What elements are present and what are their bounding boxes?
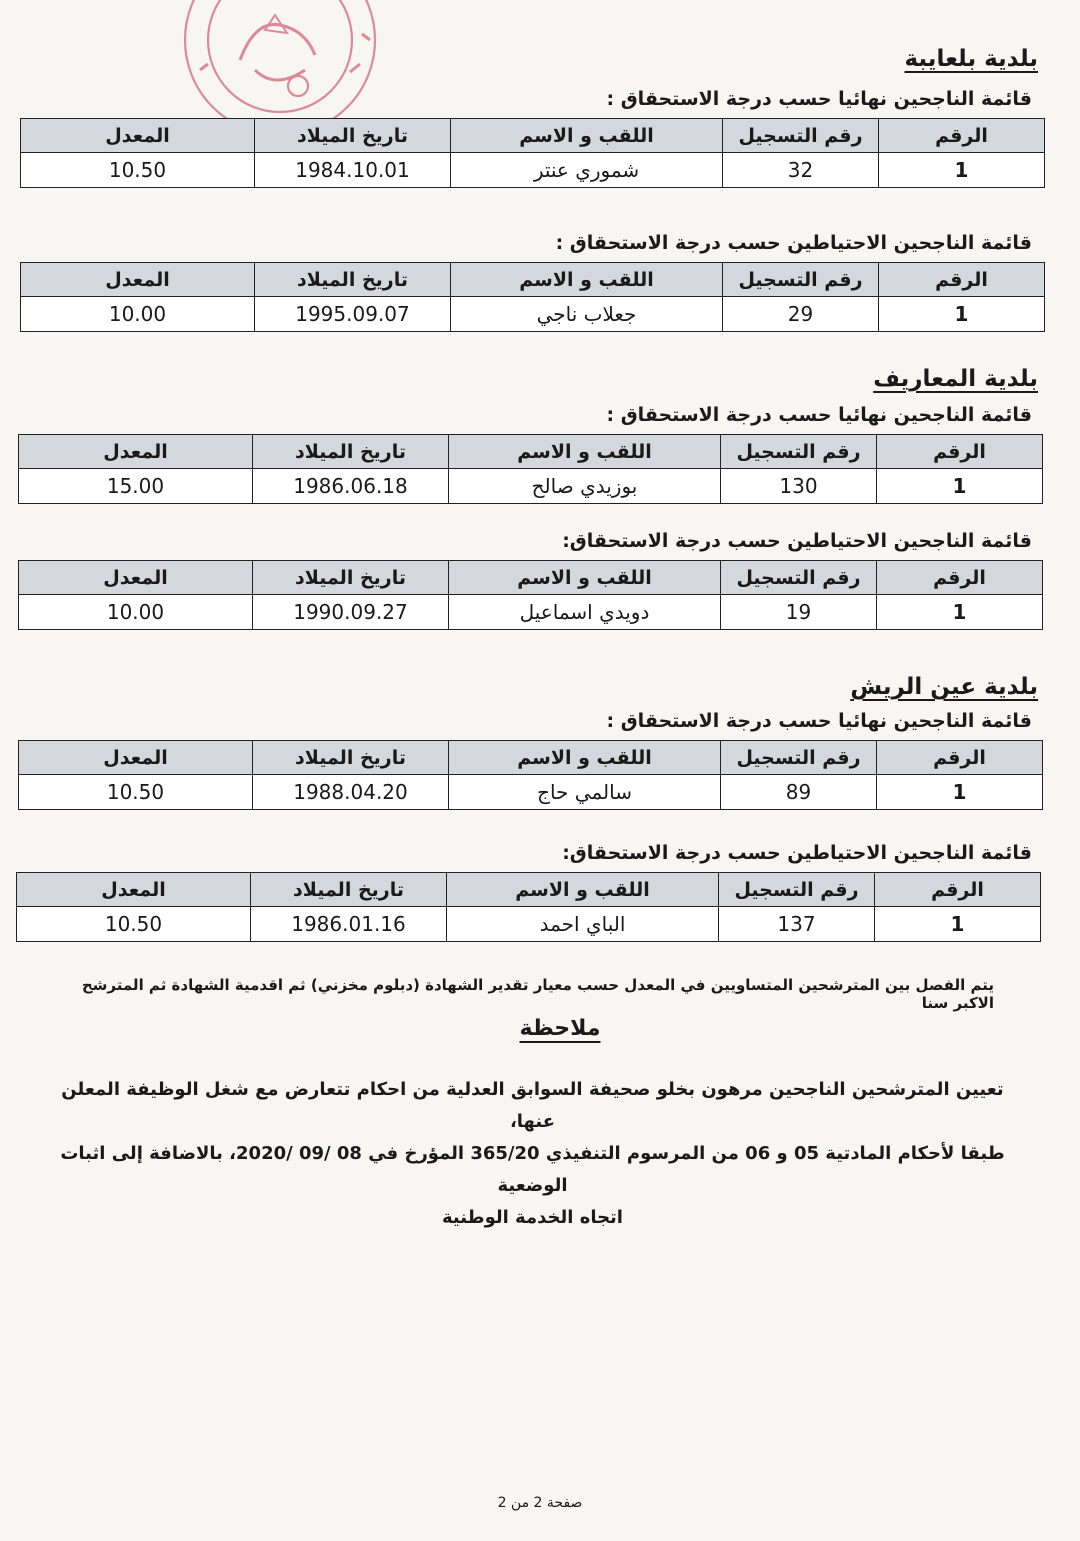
final-results-table [20,118,1045,188]
reserve-results-table [18,560,1043,630]
reserve-list-label: قائمة الناجحين الاحتياطين حسب درجة الاستحقاق: [562,530,1032,552]
header-name: اللقب و الاسم [447,873,719,907]
header-name: اللقب و الاسم [449,561,721,595]
cell-rank: 1 [875,907,1041,942]
cell-birthdate: 1986.06.18 [253,469,449,504]
cell-name: شموري عنتر [451,153,723,188]
header-rank: الرقم [877,741,1043,775]
cell-rank: 1 [877,469,1043,504]
header-birthdate: تاريخ الميلاد [253,435,449,469]
note-line: طبقا لأحكام المادتية 05 و 06 من المرسوم التنفيذي 365/20 المؤرخ في 08 /09 /2020، بالاضافة إلى اثبات الوضعية [60,1143,1005,1196]
table-row [19,595,1043,630]
header-name: اللقب و الاسم [449,435,721,469]
header-average: المعدل [21,263,255,297]
cell-registration: 19 [721,595,877,630]
cell-birthdate: 1990.09.27 [253,595,449,630]
cell-registration: 137 [719,907,875,942]
cell-average: 15.00 [19,469,253,504]
tiebreak-rule: يتم الفصل بين المترشحين المتساويين في المعدل حسب معيار تقدير الشهادة (دبلوم مخزني) ثم اقدمية الشهادة ثم المترشح الاكبر سنا [81,976,994,1012]
header-rank: الرقم [875,873,1041,907]
cell-average: 10.50 [21,153,255,188]
cell-name: سالمي حاج [449,775,721,810]
header-average: المعدل [19,561,253,595]
official-seal-stamp [170,0,380,130]
municipality-title: بلدية المعاريف [873,366,1038,392]
header-registration: رقم التسجيل [721,561,877,595]
note-line: تعيين المترشحين الناجحين مرهون بخلو صحيفة السوابق العدلية من احكام تتعارض مع شغل الوظيفة المعلن عنها، [61,1079,1004,1132]
header-name: اللقب و الاسم [449,741,721,775]
table-row [19,775,1043,810]
header-birthdate: تاريخ الميلاد [255,119,451,153]
table-header-row [21,263,1045,297]
cell-birthdate: 1995.09.07 [255,297,451,332]
municipality-title: بلدية عين الريش [850,674,1038,700]
reserve-results-table [16,872,1041,942]
final-results-table [18,434,1043,504]
table-header-row [21,119,1045,153]
cell-name: دويدي اسماعيل [449,595,721,630]
cell-registration: 130 [721,469,877,504]
final-list-label: قائمة الناجحين نهائيا حسب درجة الاستحقاق : [606,404,1032,426]
cell-average: 10.50 [17,907,251,942]
header-name: اللقب و الاسم [451,263,723,297]
table-row [21,153,1045,188]
note-line: اتجاه الخدمة الوطنية [442,1207,623,1228]
cell-birthdate: 1984.10.01 [255,153,451,188]
table-header-row [17,873,1041,907]
cell-average: 10.00 [21,297,255,332]
cell-average: 10.00 [19,595,253,630]
header-birthdate: تاريخ الميلاد [253,561,449,595]
table-header-row [19,561,1043,595]
final-list-label: قائمة الناجحين نهائيا حسب درجة الاستحقاق : [606,710,1032,732]
header-average: المعدل [21,119,255,153]
cell-birthdate: 1986.01.16 [251,907,447,942]
cell-birthdate: 1988.04.20 [253,775,449,810]
header-registration: رقم التسجيل [721,435,877,469]
table-header-row [19,435,1043,469]
header-average: المعدل [19,741,253,775]
reserve-list-label: قائمة الناجحين الاحتياطين حسب درجة الاستحقاق: [562,842,1032,864]
municipality-title: بلدية بلعايبة [904,46,1038,72]
note-body [40,1074,1025,1234]
cell-rank: 1 [877,775,1043,810]
header-registration: رقم التسجيل [723,263,879,297]
table-row [17,907,1041,942]
cell-registration: 89 [721,775,877,810]
header-rank: الرقم [879,263,1045,297]
cell-registration: 32 [723,153,879,188]
header-birthdate: تاريخ الميلاد [253,741,449,775]
cell-average: 10.50 [19,775,253,810]
cell-rank: 1 [879,153,1045,188]
header-birthdate: تاريخ الميلاد [255,263,451,297]
note-title: ملاحظة [519,1016,601,1041]
header-registration: رقم التسجيل [721,741,877,775]
header-name: اللقب و الاسم [451,119,723,153]
cell-rank: 1 [877,595,1043,630]
header-registration: رقم التسجيل [719,873,875,907]
table-header-row [19,741,1043,775]
cell-name: جعلاب ناجي [451,297,723,332]
header-average: المعدل [19,435,253,469]
reserve-results-table [20,262,1045,332]
header-birthdate: تاريخ الميلاد [251,873,447,907]
cell-name: بوزيدي صالح [449,469,721,504]
header-rank: الرقم [877,561,1043,595]
header-average: المعدل [17,873,251,907]
page-number: صفحة 2 من 2 [497,1495,583,1511]
cell-name: الباي احمد [447,907,719,942]
final-results-table [18,740,1043,810]
reserve-list-label: قائمة الناجحين الاحتياطين حسب درجة الاستحقاق : [555,232,1032,254]
header-rank: الرقم [879,119,1045,153]
cell-registration: 29 [723,297,879,332]
table-row [21,297,1045,332]
header-rank: الرقم [877,435,1043,469]
cell-rank: 1 [879,297,1045,332]
header-registration: رقم التسجيل [723,119,879,153]
final-list-label: قائمة الناجحين نهائيا حسب درجة الاستحقاق : [606,88,1032,110]
table-row [19,469,1043,504]
